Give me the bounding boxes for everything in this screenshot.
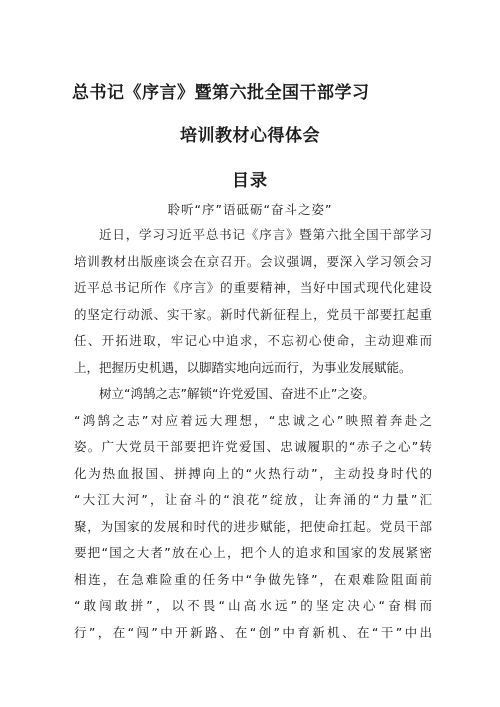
paragraph-line: 近平总书记所作《序言》的重要精神，当好中国式现代化建设 xyxy=(74,280,432,295)
paragraph-line: 培训教材出版座谈会在京召开。会议强调，要深入学习领会习 xyxy=(74,253,432,269)
paragraph-line: “鸿鹄之志”对应着远大理想，“忠诚之心”映照着奔赴之 xyxy=(74,412,432,428)
toc-heading: 目录 xyxy=(232,171,268,191)
paragraph-line: 姿。广大党员干部要把许党爱国、忠诚履职的“赤子之心”转 xyxy=(74,439,432,454)
paragraph-line: 行”，在“闯”中开新路、在“创”中育新机、在“干”中出 xyxy=(74,624,432,640)
section-subtitle: 聆听“序”语砥砺“奋斗之姿” xyxy=(167,202,333,217)
document-title-line-1: 总书记《序言》暨第六批全国干部学习 xyxy=(72,83,370,103)
paragraph-line: 要把“国之大者”放在心上，把个人的追求和国家的发展紧密 xyxy=(74,545,432,560)
paragraph-line: 近日，学习习近平总书记《序言》暨第六批全国干部学习 xyxy=(99,227,432,242)
paragraph-line: 任、开拓进取，牢记心中追求，不忘初心使命，主动迎难而 xyxy=(74,333,432,348)
paragraph-line: “敢闯敢拼”，以不畏“山高水远”的坚定决心“奋楫而 xyxy=(74,598,432,613)
paragraph-line: 上，把握历史机遇，以脚踏实地向远而行，为事业发展赋能。 xyxy=(74,359,412,375)
paragraph-line: 树立“鸿鹄之志”解锁“许党爱国、奋进不止”之姿。 xyxy=(99,386,375,401)
paragraph-line: 聚，为国家的发展和时代的进步赋能，把使命扛起。党员干部 xyxy=(74,518,432,534)
document-title-line-2: 培训教材心得体会 xyxy=(180,126,320,146)
body-text xyxy=(74,222,432,646)
paragraph-line: “大江大河”，让奋斗的“浪花”绽放，让奔涌的“力量”汇 xyxy=(74,492,432,507)
paragraph-line: 的坚定行动派、实干家。新时代新征程上，党员干部要扛起重 xyxy=(74,306,432,322)
paragraph-line: 化为热血报国、拼搏向上的“火热行动”，主动投身时代的 xyxy=(74,465,432,481)
paragraph-line: 相连，在急难险重的任务中“争做先锋”，在艰难险阻面前 xyxy=(74,571,432,587)
